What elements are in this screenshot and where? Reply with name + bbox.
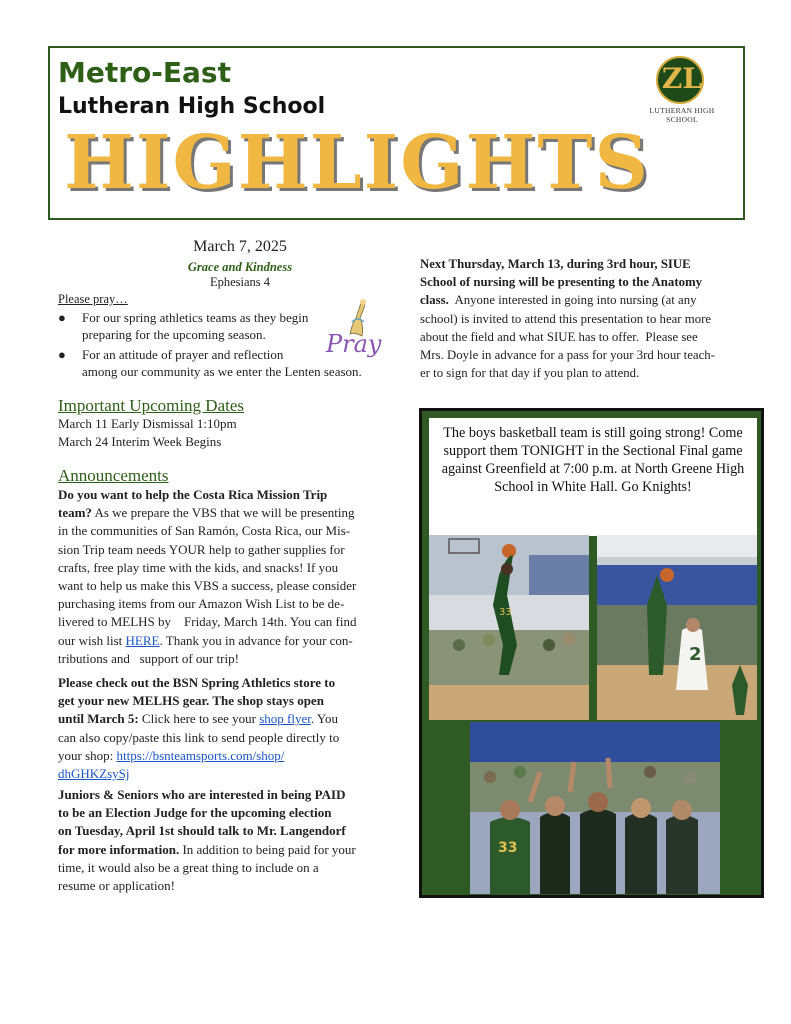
logo-emblem	[656, 56, 704, 104]
announcement-text: tributions and support of our trip!	[58, 650, 239, 666]
praying-figure-icon	[322, 296, 386, 358]
announcement-text: your shop:	[58, 747, 117, 763]
announcement-text: time, it would also be a great thing to include on a	[58, 859, 319, 875]
announcement-text: sion Trip team needs YOUR help to gather supplies for	[58, 541, 345, 557]
announcement-text: about the field and what SIUE has to offer. Please see	[420, 329, 698, 344]
jersey-number: 2	[689, 644, 702, 665]
logo-caption: LUTHERAN HIGH SCHOOL	[649, 106, 715, 124]
basketball-photo-huddle	[470, 722, 720, 894]
announcement-text: . Thank you in advance for your con-	[159, 632, 353, 648]
announcement-bold: Do you want to help the Costa Rica Mission Trip	[58, 487, 328, 502]
announcement-bold: until March 5:	[58, 711, 139, 727]
devotion-verse: Ephesians 4	[209, 275, 271, 289]
pray-heading: Please pray…	[58, 292, 128, 306]
bsn-store-announcement	[58, 674, 394, 783]
announcement-text: . You	[310, 711, 338, 727]
announcement-bold: class.	[420, 293, 449, 308]
announcement-bold: Next Thursday, March 13, during 3rd hour, SIUE	[420, 257, 691, 271]
costa-rica-announcement	[58, 486, 394, 668]
pray-item-line: preparing for the upcoming season.	[82, 327, 266, 342]
basketball-photo-dunk	[429, 535, 589, 720]
announcement-text: crafts, free play time with the kids, and snacks! If you	[58, 559, 339, 575]
announcement-text: Anyone interested in going into nursing (at any	[448, 293, 697, 308]
announcement-text: school) is invited to attend this presentation to hear more	[420, 311, 712, 326]
announcement-bold: on Tuesday, April 1st should talk to Mr. Langendorf	[58, 823, 346, 839]
announcement-text: Click here to see your	[138, 711, 260, 727]
issue-date: March 7, 2025	[193, 238, 287, 255]
announcement-text: Mrs. Doyle in advance for a pass for your 3rd hour teach-	[420, 348, 715, 363]
wish-list-link[interactable]: HERE	[125, 632, 160, 648]
important-dates-heading: Important Upcoming Dates	[58, 396, 245, 415]
pray-item-line: For our spring athletics teams as they begin	[82, 310, 309, 325]
announcement-text: in the communities of San Ramón, Costa Rica, our Mis-	[58, 523, 351, 539]
basketball-caption-box	[429, 418, 757, 536]
announcement-text: purchasing items from our Amazon Wish List to be de-	[58, 596, 345, 612]
basketball-caption: The boys basketball team is still going strong! Come support them TONIGHT in the Sectional Final game against Greenfield at 7:00 p.m. at North Greene High School in White Hall. Go Knights!	[441, 425, 745, 495]
announcements-heading: Announcements	[58, 466, 169, 485]
date-item: March 24 Interim Week Begins	[58, 434, 222, 449]
devotion-theme: Grace and Kindness	[187, 260, 293, 274]
school-name-line1: Metro-East	[58, 56, 231, 89]
announcement-bold: Juniors & Seniors who are interested in being PAID	[58, 787, 346, 802]
jersey-number: 33	[499, 607, 512, 618]
date-item: March 11 Early Dismissal 1:10pm	[58, 416, 237, 431]
announcement-bold: to be an Election Judge for the upcoming election	[58, 805, 332, 821]
announcement-bold: School of nursing will be presenting to the Anatomy	[420, 275, 703, 290]
announcement-text: want to help us make this VBS a success, please consider	[58, 578, 357, 594]
logo-letters: ZL	[661, 62, 703, 95]
pray-item-line: among our community as we enter the Lenten season.	[82, 364, 362, 379]
shop-url-link[interactable]: https://bsnteamsports.com/shop/	[116, 747, 285, 763]
announcement-text: In addition to being paid for your	[179, 841, 356, 857]
announcement-text: resume or application!	[58, 878, 175, 894]
newsletter-title: HIGHLIGHTS	[64, 120, 650, 206]
announcement-bold: team?	[58, 505, 92, 521]
siue-nursing-announcement	[420, 255, 758, 382]
pray-item	[58, 309, 348, 343]
announcement-text: As we prepare the VBS that we will be presenting	[91, 505, 355, 521]
pray-icon-text: Pray	[326, 330, 382, 358]
school-name-line2: Lutheran High School	[58, 94, 326, 119]
jersey-number: 33	[498, 840, 518, 856]
election-judge-announcement	[58, 786, 394, 895]
announcement-text: livered to MELHS by Friday, March 14th. You can find	[58, 614, 357, 630]
bullet-icon: ●	[58, 310, 66, 325]
bullet-icon: ●	[58, 347, 66, 362]
newsletter-header	[48, 46, 745, 220]
shop-url-link-continued[interactable]: dhGHKZsySj	[58, 766, 130, 782]
announcement-bold: for more information.	[58, 841, 180, 857]
announcement-text: can also copy/paste this link to send people directly to	[58, 729, 340, 745]
basketball-photo-panel	[419, 408, 764, 898]
announcement-bold: get your new MELHS gear. The shop stays open	[58, 693, 324, 709]
pray-item-line: For an attitude of prayer and reflection	[82, 347, 284, 362]
basketball-photo-shot	[597, 535, 757, 720]
announcement-bold: Please check out the BSN Spring Athletics store to	[58, 675, 336, 690]
school-logo	[634, 54, 730, 124]
announcement-text: our wish list	[58, 632, 126, 648]
shop-flyer-link[interactable]: shop flyer	[259, 711, 311, 727]
announcement-text: er to sign for that day if you plan to attend.	[420, 366, 640, 381]
